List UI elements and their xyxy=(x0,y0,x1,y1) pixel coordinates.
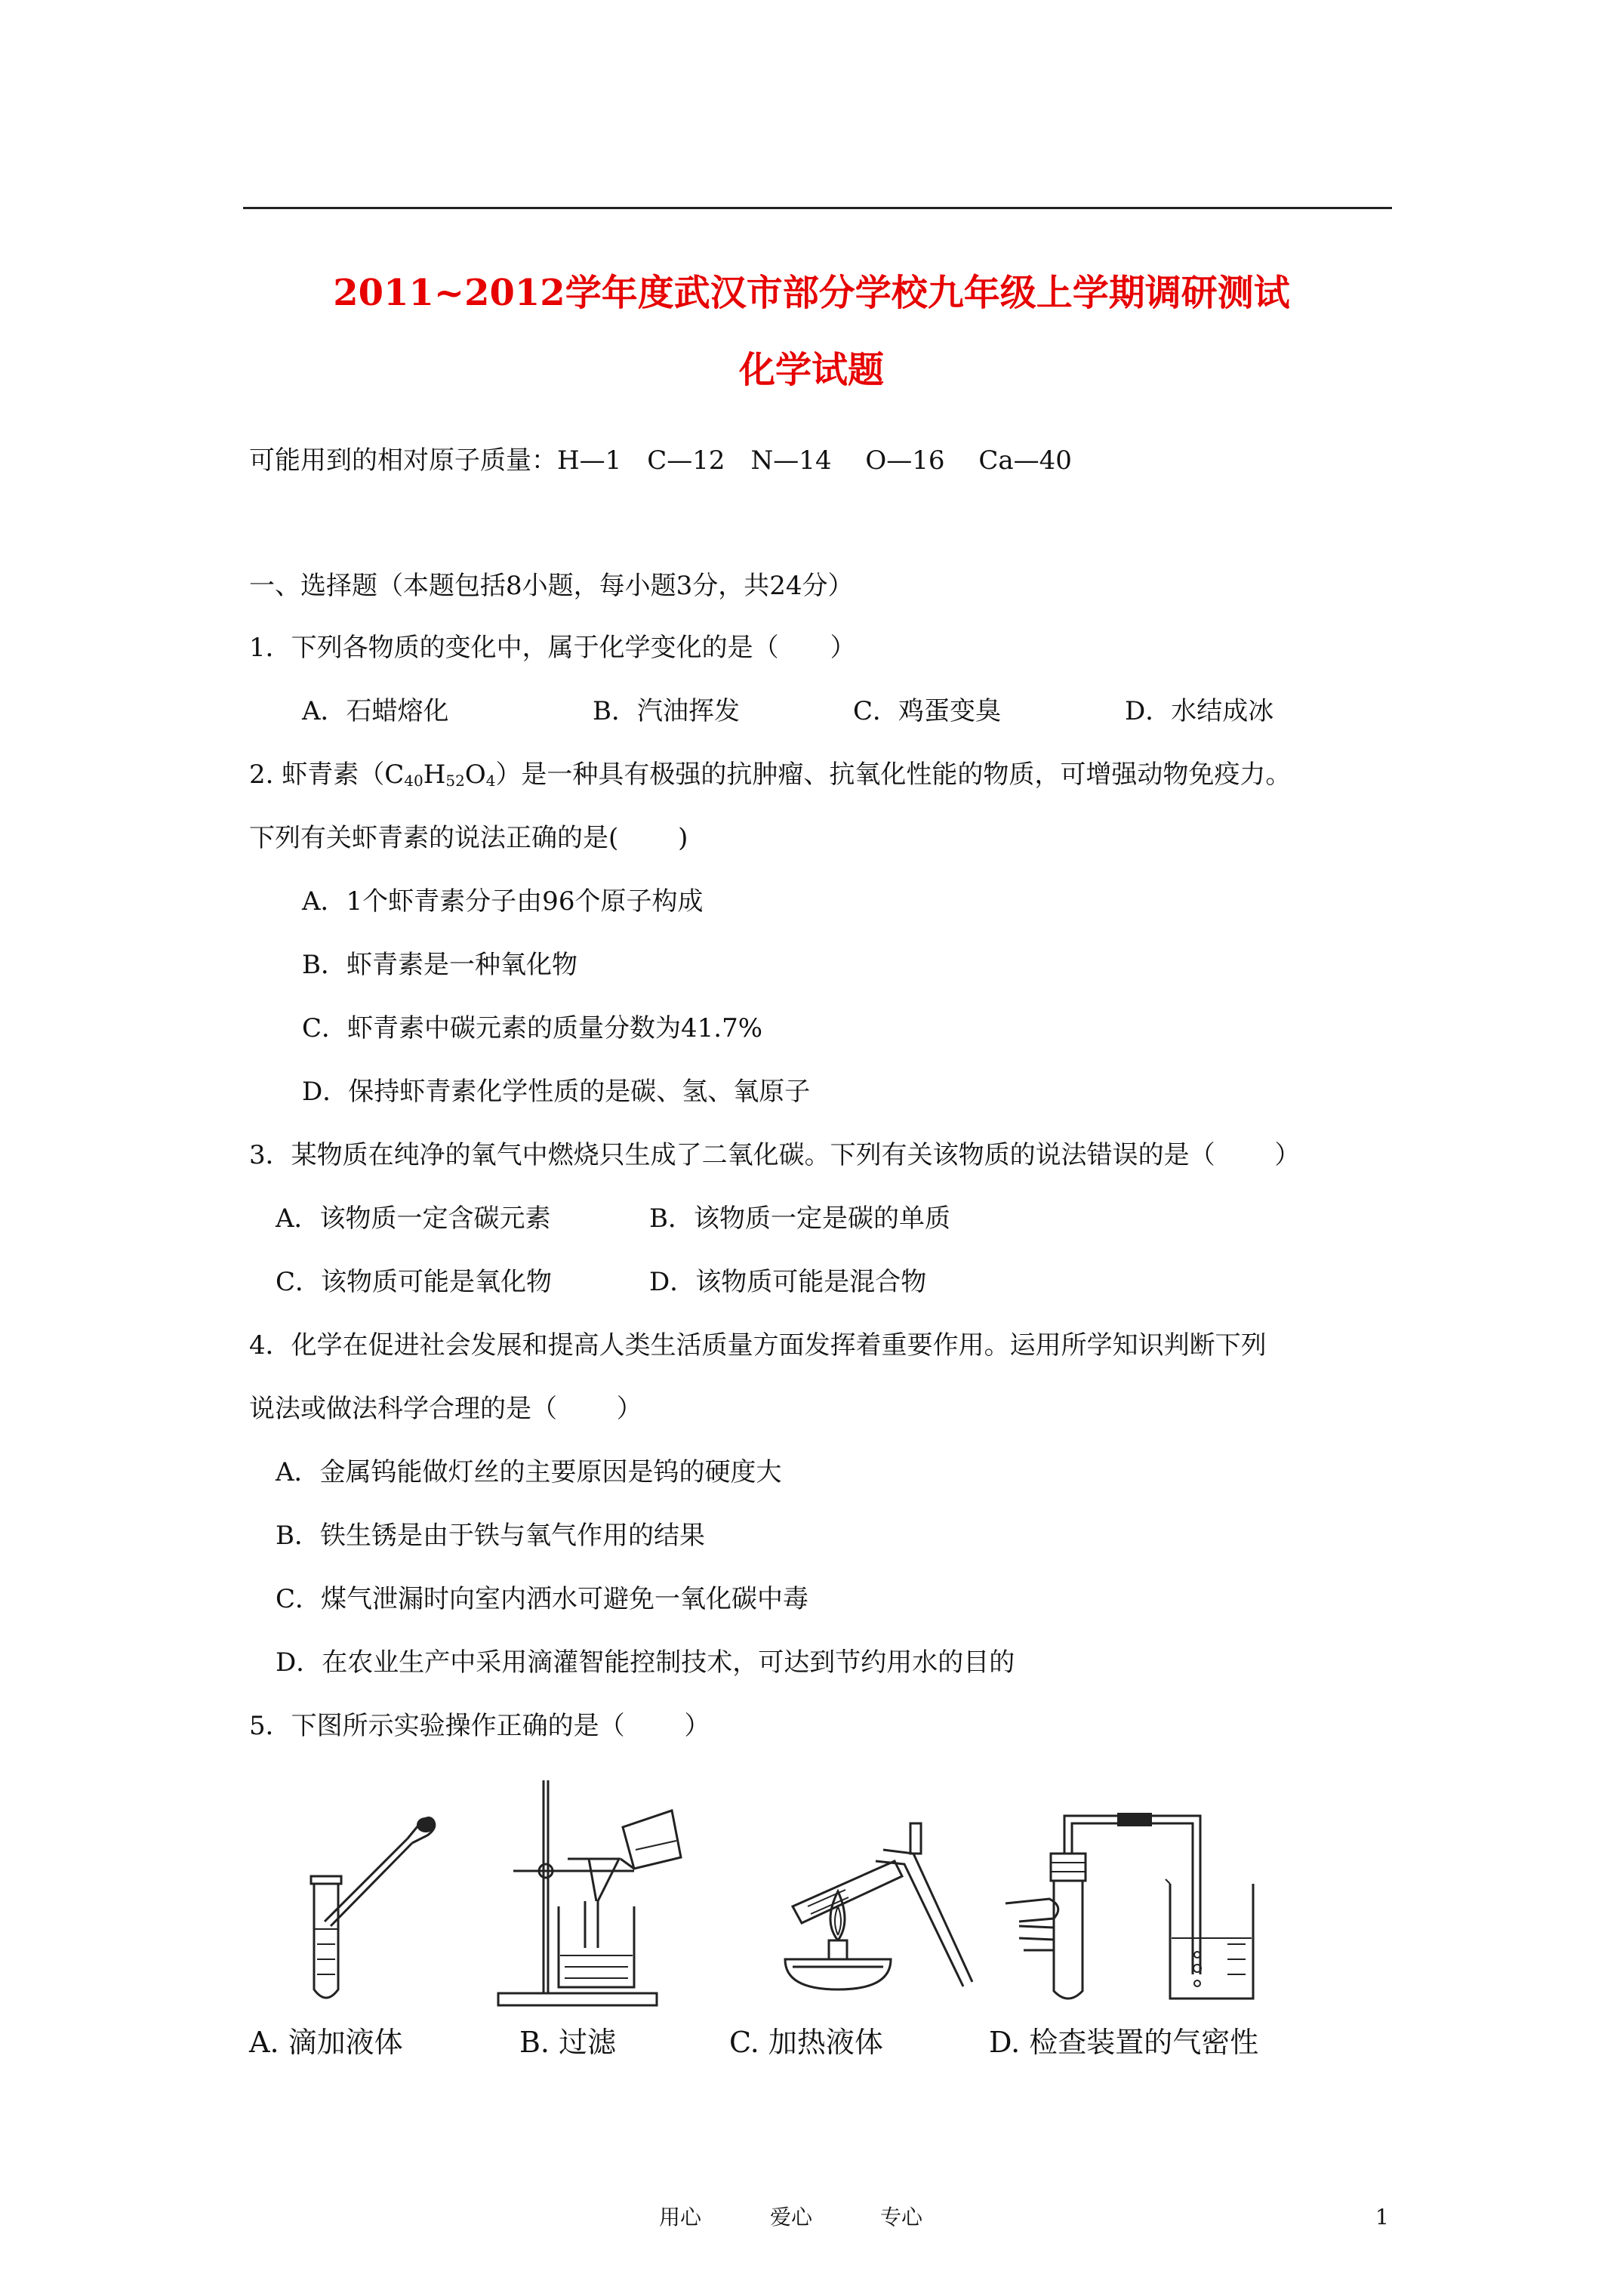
q3-option-a: A．该物质一定含碳元素 xyxy=(276,1203,551,1234)
q2-option-b: B．虾青素是一种氧化物 xyxy=(302,950,577,980)
footer-slogan-2: 爱心 xyxy=(770,2205,813,2230)
atomic-masses: 可能用到的相对原子质量：H—1 C—12 N—14 O—16 Ca—40 xyxy=(249,445,1072,476)
q5-caption-c: C. 加热液体 xyxy=(729,2026,883,2059)
page-title: 2011~2012学年度武汉市部分学校九年级上学期调研测试 xyxy=(333,272,1290,314)
q1-option-a: A．石蜡熔化 xyxy=(302,696,449,726)
section-heading: 一、选择题（本题包括8小题，每小题3分，共24分） xyxy=(249,571,854,601)
q1-option-b: B．汽油挥发 xyxy=(593,696,740,726)
q2-option-a: A．1个虾青素分子由96个原子构成 xyxy=(302,886,704,917)
heating-liquid-figure xyxy=(762,1801,981,2012)
footer-slogan-3: 专心 xyxy=(880,2205,923,2230)
q3-option-b: B．该物质一定是碳的单质 xyxy=(649,1203,950,1234)
q2-stem: 2. 虾青素$(C_{40}H_{52}O_4)$是一种具有极强的抗肿瘤、抗氧化性能的物质，可增强动物免疫力。 xyxy=(249,760,1292,790)
q4-option-c: C．煤气泄漏时向室内洒水可避免一氧化碳中毒 xyxy=(276,1584,809,1614)
header-rule xyxy=(243,207,1392,209)
q4-option-d: D．在农业生产中采用滴灌智能控制技术，可达到节约用水的目的 xyxy=(276,1647,1015,1678)
q2-stem-line2: 下列有关虾青素的说法正确的是( ) xyxy=(249,823,688,853)
dropper-test-tube-figure xyxy=(294,1808,438,2012)
filtration-figure xyxy=(483,1774,702,2016)
q1-option-d: D．水结成冰 xyxy=(1125,696,1274,726)
q3-stem: 3．某物质在纯净的氧气中燃烧只生成了二氧化碳。下列有关该物质的说法错误的是（ ） xyxy=(249,1140,1301,1170)
footer-slogan-1: 用心 xyxy=(659,2205,702,2230)
q3-option-c: C．该物质可能是氧化物 xyxy=(276,1267,553,1297)
q3-option-d: D．该物质可能是混合物 xyxy=(649,1267,927,1297)
q5-stem: 5．下图所示实验操作正确的是（ ） xyxy=(249,1711,710,1741)
q4-option-a: A．金属钨能做灯丝的主要原因是钨的硬度大 xyxy=(276,1457,782,1487)
q5-caption-b: B. 过滤 xyxy=(519,2026,617,2059)
q2-option-d: D．保持虾青素化学性质的是碳、氢、氧原子 xyxy=(302,1077,811,1107)
q1-stem: 1．下列各物质的变化中，属于化学变化的是（ ） xyxy=(249,633,856,663)
q4-stem-line2: 说法或做法科学合理的是（ ） xyxy=(249,1394,642,1424)
q2-option-c: C．虾青素中碳元素的质量分数为41.7% xyxy=(302,1013,763,1043)
page-subtitle: 化学试题 xyxy=(738,349,884,391)
q5-caption-a: A. 滴加液体 xyxy=(249,2026,403,2059)
page-number: 1 xyxy=(1375,2205,1389,2230)
q5-caption-d: D. 检查装置的气密性 xyxy=(989,2026,1259,2059)
chemical-formula: $C_{40}H_{52}O_4$ xyxy=(384,760,496,790)
q4-stem: 4．化学在促进社会发展和提高人类生活质量方面发挥着重要作用。运用所学知识判断下列 xyxy=(249,1330,1267,1361)
airtightness-check-figure xyxy=(1004,1793,1276,2012)
q1-option-c: C．鸡蛋变臭 xyxy=(853,696,1002,726)
q4-option-b: B．铁生锈是由于铁与氧气作用的结果 xyxy=(276,1521,705,1551)
